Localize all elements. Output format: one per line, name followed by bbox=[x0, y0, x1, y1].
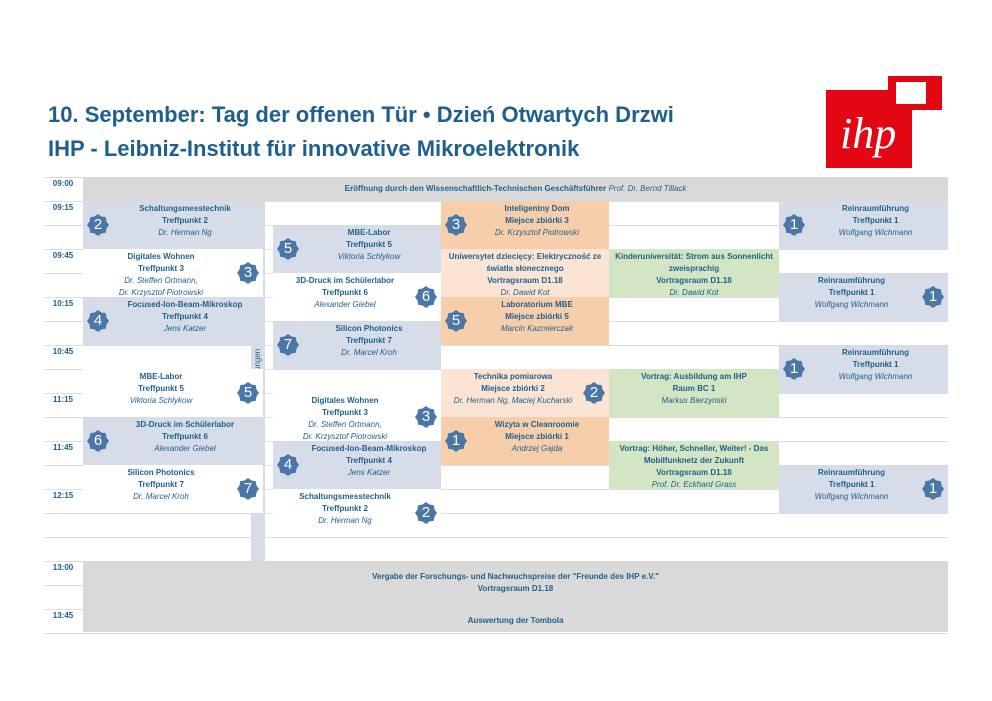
session-title: Reinraumführung bbox=[817, 276, 886, 285]
session-block bbox=[441, 249, 609, 297]
session-block bbox=[779, 345, 948, 393]
badge-number: 3 bbox=[451, 216, 461, 233]
session-speaker: Prof. Dr. Eckhard Grass bbox=[651, 480, 737, 489]
session-speaker: Wolfgang Wichmann bbox=[814, 300, 889, 309]
number-badge-icon bbox=[415, 502, 437, 524]
session-title: Reinraumführung bbox=[841, 204, 910, 213]
session-block bbox=[779, 465, 948, 513]
session-block bbox=[83, 369, 263, 417]
number-badge-icon bbox=[87, 430, 109, 452]
session-block bbox=[441, 369, 609, 417]
badge-number: 5 bbox=[283, 240, 293, 257]
session-text bbox=[471, 419, 603, 455]
session-title: Kinderuniversität: Strom aus Sonnenlicht zweisprachig bbox=[615, 252, 773, 273]
session-block bbox=[83, 201, 263, 249]
session-meeting-point: Treffpunkt 7 bbox=[346, 336, 392, 345]
number-badge-icon bbox=[87, 214, 109, 236]
session-text bbox=[445, 251, 605, 297]
schedule-grid bbox=[44, 177, 948, 632]
number-badge-icon bbox=[445, 310, 467, 332]
session-speaker: Dr. Herman Ng, Maciej Kucharski bbox=[453, 396, 573, 405]
page-title: 10. September: Tag der offenen Tür • Dzień Otwartych Drzwi bbox=[48, 102, 674, 127]
session-meeting-point: Treffpunkt 1 bbox=[852, 216, 899, 225]
session-speaker: Dr. Steffen Ortmann, bbox=[124, 276, 198, 285]
svg-text:ihp: ihp bbox=[840, 109, 897, 158]
session-title: Silicon Photonics bbox=[127, 468, 195, 477]
session-meeting-point: Vortragsraum D1.18 bbox=[656, 276, 732, 285]
badge-number: 4 bbox=[93, 312, 103, 329]
session-title: Schaltungsmesstechnik bbox=[299, 492, 391, 501]
session-speaker: Dr. Steffen Ortmann, bbox=[308, 420, 382, 429]
tombola-row bbox=[83, 609, 948, 632]
session-text bbox=[785, 275, 918, 311]
time-label: 13:45 bbox=[52, 611, 74, 620]
time-label: 11:15 bbox=[52, 395, 74, 404]
badge-number: 3 bbox=[421, 408, 431, 425]
badge-number: 7 bbox=[243, 480, 253, 497]
session-text bbox=[113, 299, 257, 335]
time-label: 11:45 bbox=[52, 443, 74, 452]
session-speaker: Wolfgang Wichmann bbox=[838, 228, 913, 237]
session-block bbox=[273, 441, 441, 489]
session-meeting-point: Treffpunkt 4 bbox=[162, 312, 208, 321]
session-speaker: Dr. Krzysztof Piotrowski bbox=[302, 432, 388, 441]
session-meeting-point: Treffpunkt 3 bbox=[322, 408, 368, 417]
session-block bbox=[273, 225, 441, 273]
session-block bbox=[83, 249, 263, 297]
session-speaker: Viktoria Schlykow bbox=[129, 396, 193, 405]
session-title: MBE-Labor bbox=[139, 372, 183, 381]
session-meeting-point: Vortragsraum D1.18 bbox=[656, 468, 732, 477]
badge-number: 1 bbox=[789, 360, 799, 377]
session-speaker: Wolfgang Wichmann bbox=[838, 372, 913, 381]
number-badge-icon bbox=[783, 358, 805, 380]
number-badge-icon bbox=[415, 406, 437, 428]
session-speaker: Andrzej Gajda bbox=[511, 444, 563, 453]
session-block bbox=[609, 369, 779, 417]
badge-number: 1 bbox=[451, 432, 461, 449]
session-text bbox=[279, 491, 411, 527]
number-badge-icon bbox=[445, 430, 467, 452]
number-badge-icon bbox=[277, 238, 299, 260]
session-speaker: Dr. Marcel Kroh bbox=[133, 492, 189, 501]
session-block bbox=[273, 489, 441, 537]
session-meeting-point: Treffpunkt 1 bbox=[828, 480, 875, 489]
number-badge-icon bbox=[237, 382, 259, 404]
session-meeting-point: Treffpunkt 3 bbox=[138, 264, 184, 273]
session-text bbox=[303, 323, 435, 359]
session-title: Digitales Wohnen bbox=[311, 396, 379, 405]
badge-number: 1 bbox=[928, 480, 938, 497]
session-block bbox=[441, 297, 609, 345]
session-text bbox=[279, 275, 411, 311]
badge-number: 6 bbox=[93, 432, 103, 449]
session-meeting-point: Treffpunkt 5 bbox=[346, 240, 392, 249]
time-label: 09:15 bbox=[52, 203, 74, 212]
session-meeting-point: Treffpunkt 2 bbox=[322, 504, 368, 513]
session-meeting-point: Miejsce zbiórki 3 bbox=[505, 216, 569, 225]
session-text bbox=[785, 467, 918, 503]
badge-number: 2 bbox=[93, 216, 103, 233]
opening-speaker: Prof. Dr. Bernd Tillack bbox=[608, 184, 687, 193]
session-title: Focused-Ion-Beam-Mikroskop bbox=[311, 444, 427, 453]
badge-number: 5 bbox=[451, 312, 461, 329]
session-speaker: Dr. Dawid Kot bbox=[500, 288, 550, 297]
session-title: Reinraumführung bbox=[841, 348, 910, 357]
time-label: 09:45 bbox=[52, 251, 74, 260]
session-text bbox=[89, 467, 233, 503]
session-text bbox=[303, 443, 435, 479]
session-meeting-point: Treffpunkt 1 bbox=[852, 360, 899, 369]
session-block bbox=[609, 441, 779, 489]
session-title: Inteligentny Dom bbox=[504, 204, 570, 213]
number-badge-icon bbox=[922, 286, 944, 308]
session-text bbox=[809, 203, 942, 239]
page-subtitle: IHP - Leibniz-Institut für innovative Mikroelektronik bbox=[48, 136, 580, 161]
session-speaker: Viktoria Schlykow bbox=[337, 252, 401, 261]
award-title: Vergabe der Forschungs- und Nachwuchspreise der "Freunde des IHP e.V." bbox=[372, 572, 659, 581]
badge-number: 2 bbox=[421, 504, 431, 521]
session-meeting-point: Raum BC 1 bbox=[672, 384, 716, 393]
number-badge-icon bbox=[237, 262, 259, 284]
session-text bbox=[613, 443, 775, 489]
session-block bbox=[273, 393, 441, 441]
session-speaker: Marcin Kazmierczak bbox=[500, 324, 573, 333]
session-meeting-point: Miejsce zbiórki 2 bbox=[481, 384, 545, 393]
session-meeting-point: Miejsce zbiórki 5 bbox=[505, 312, 569, 321]
badge-number: 6 bbox=[421, 288, 431, 305]
ihp-logo bbox=[826, 76, 944, 168]
session-meeting-point: Treffpunkt 6 bbox=[162, 432, 208, 441]
session-speaker: Dr. Herman Ng bbox=[318, 516, 372, 525]
session-meeting-point: Treffpunkt 6 bbox=[322, 288, 368, 297]
session-speaker: Wolfgang Wichmann bbox=[814, 492, 889, 501]
session-title: Laboratorium MBE bbox=[501, 300, 573, 309]
session-title: 3D-Druck im Schülerlabor bbox=[295, 276, 395, 285]
time-label: 12:15 bbox=[52, 491, 74, 500]
time-label: 09:00 bbox=[52, 179, 74, 188]
session-block bbox=[273, 273, 441, 321]
session-speaker: Dr. Marcel Kroh bbox=[341, 348, 397, 357]
session-meeting-point: Treffpunkt 2 bbox=[162, 216, 208, 225]
session-title: Silicon Photonics bbox=[335, 324, 403, 333]
session-text bbox=[471, 203, 603, 239]
number-badge-icon bbox=[922, 478, 944, 500]
opening-text: Eröffnung durch den Wissenschaftlich-Technischen Geschäftsführer bbox=[344, 184, 609, 193]
session-meeting-point: Vortragsraum D1.18 bbox=[487, 276, 563, 285]
session-block bbox=[441, 417, 609, 465]
badge-number: 4 bbox=[283, 456, 293, 473]
number-badge-icon bbox=[277, 454, 299, 476]
session-text bbox=[471, 299, 603, 335]
session-speaker: Alexander Giebel bbox=[314, 300, 376, 309]
session-meeting-point: Treffpunkt 4 bbox=[346, 456, 392, 465]
session-block bbox=[83, 417, 263, 465]
session-meeting-point: Miejsce zbiórki 1 bbox=[505, 432, 569, 441]
session-meeting-point: Treffpunkt 5 bbox=[138, 384, 184, 393]
session-block bbox=[273, 321, 441, 369]
number-badge-icon bbox=[237, 478, 259, 500]
grid-line bbox=[44, 537, 948, 538]
number-badge-icon bbox=[583, 382, 605, 404]
number-badge-icon bbox=[783, 214, 805, 236]
session-text bbox=[613, 371, 775, 407]
session-text bbox=[89, 371, 233, 407]
session-speaker: Markus Bierzynski bbox=[661, 396, 727, 405]
session-text bbox=[113, 419, 257, 455]
opening-row bbox=[83, 177, 948, 201]
session-block bbox=[779, 273, 948, 321]
session-block bbox=[83, 465, 263, 513]
session-text bbox=[447, 371, 579, 407]
session-speaker: Dr. Krzysztof Piotrowski bbox=[494, 228, 580, 237]
award-row bbox=[83, 561, 948, 609]
session-title: Wizyta w Cleanroomie bbox=[494, 420, 580, 429]
session-speaker: Dr. Dawid Kot bbox=[669, 288, 719, 297]
session-block bbox=[441, 201, 609, 249]
session-text bbox=[89, 251, 233, 297]
session-block bbox=[83, 297, 263, 345]
session-block bbox=[779, 201, 948, 249]
session-title: Technika pomiarowa bbox=[473, 372, 553, 381]
badge-number: 1 bbox=[928, 288, 938, 305]
number-badge-icon bbox=[445, 214, 467, 236]
tombola-text: Auswertung der Tombola bbox=[467, 616, 564, 625]
session-text bbox=[113, 203, 257, 239]
grid-line bbox=[44, 513, 948, 514]
session-text bbox=[613, 251, 775, 297]
session-text bbox=[303, 227, 435, 263]
number-badge-icon bbox=[87, 310, 109, 332]
session-title: Digitales Wohnen bbox=[127, 252, 195, 261]
session-title: Vortrag: Höher, Schneller, Weiter! - Das Mobilfunknetz der Zukunft bbox=[619, 444, 769, 465]
session-title: Uniwersytet dziecięcy: Elektryczność ze światła słonecznego bbox=[448, 252, 602, 273]
number-badge-icon bbox=[277, 334, 299, 356]
session-speaker: Alexander Giebel bbox=[154, 444, 216, 453]
time-label: 10:45 bbox=[52, 347, 74, 356]
session-title: Reinraumführung bbox=[817, 468, 886, 477]
badge-number: 1 bbox=[789, 216, 799, 233]
badge-number: 2 bbox=[589, 384, 599, 401]
badge-number: 7 bbox=[283, 336, 293, 353]
time-label: 13:00 bbox=[52, 563, 74, 572]
session-title: 3D-Druck im Schülerlabor bbox=[135, 420, 235, 429]
badge-number: 3 bbox=[243, 264, 253, 281]
session-text bbox=[279, 395, 411, 441]
session-title: Vortrag: Ausbildung am IHP bbox=[641, 372, 747, 381]
time-label: 10:15 bbox=[52, 299, 74, 308]
session-speaker: Jens Katzer bbox=[347, 468, 391, 477]
session-text bbox=[809, 347, 942, 383]
session-title: Schaltungsmesstechnik bbox=[139, 204, 231, 213]
session-speaker: Dr. Krzysztof Piotrowski bbox=[118, 288, 204, 297]
session-block bbox=[609, 249, 779, 297]
session-meeting-point: Treffpunkt 7 bbox=[138, 480, 184, 489]
session-speaker: Dr. Herman Ng bbox=[158, 228, 212, 237]
number-badge-icon bbox=[415, 286, 437, 308]
award-room: Vortragsraum D1.18 bbox=[477, 584, 554, 593]
session-speaker: Jens Katzer bbox=[163, 324, 207, 333]
session-meeting-point: Treffpunkt 1 bbox=[828, 288, 875, 297]
session-title: MBE-Labor bbox=[347, 228, 391, 237]
grid-line bbox=[44, 633, 948, 634]
session-title: Focused-Ion-Beam-Mikroskop bbox=[127, 300, 243, 309]
badge-number: 5 bbox=[243, 384, 253, 401]
